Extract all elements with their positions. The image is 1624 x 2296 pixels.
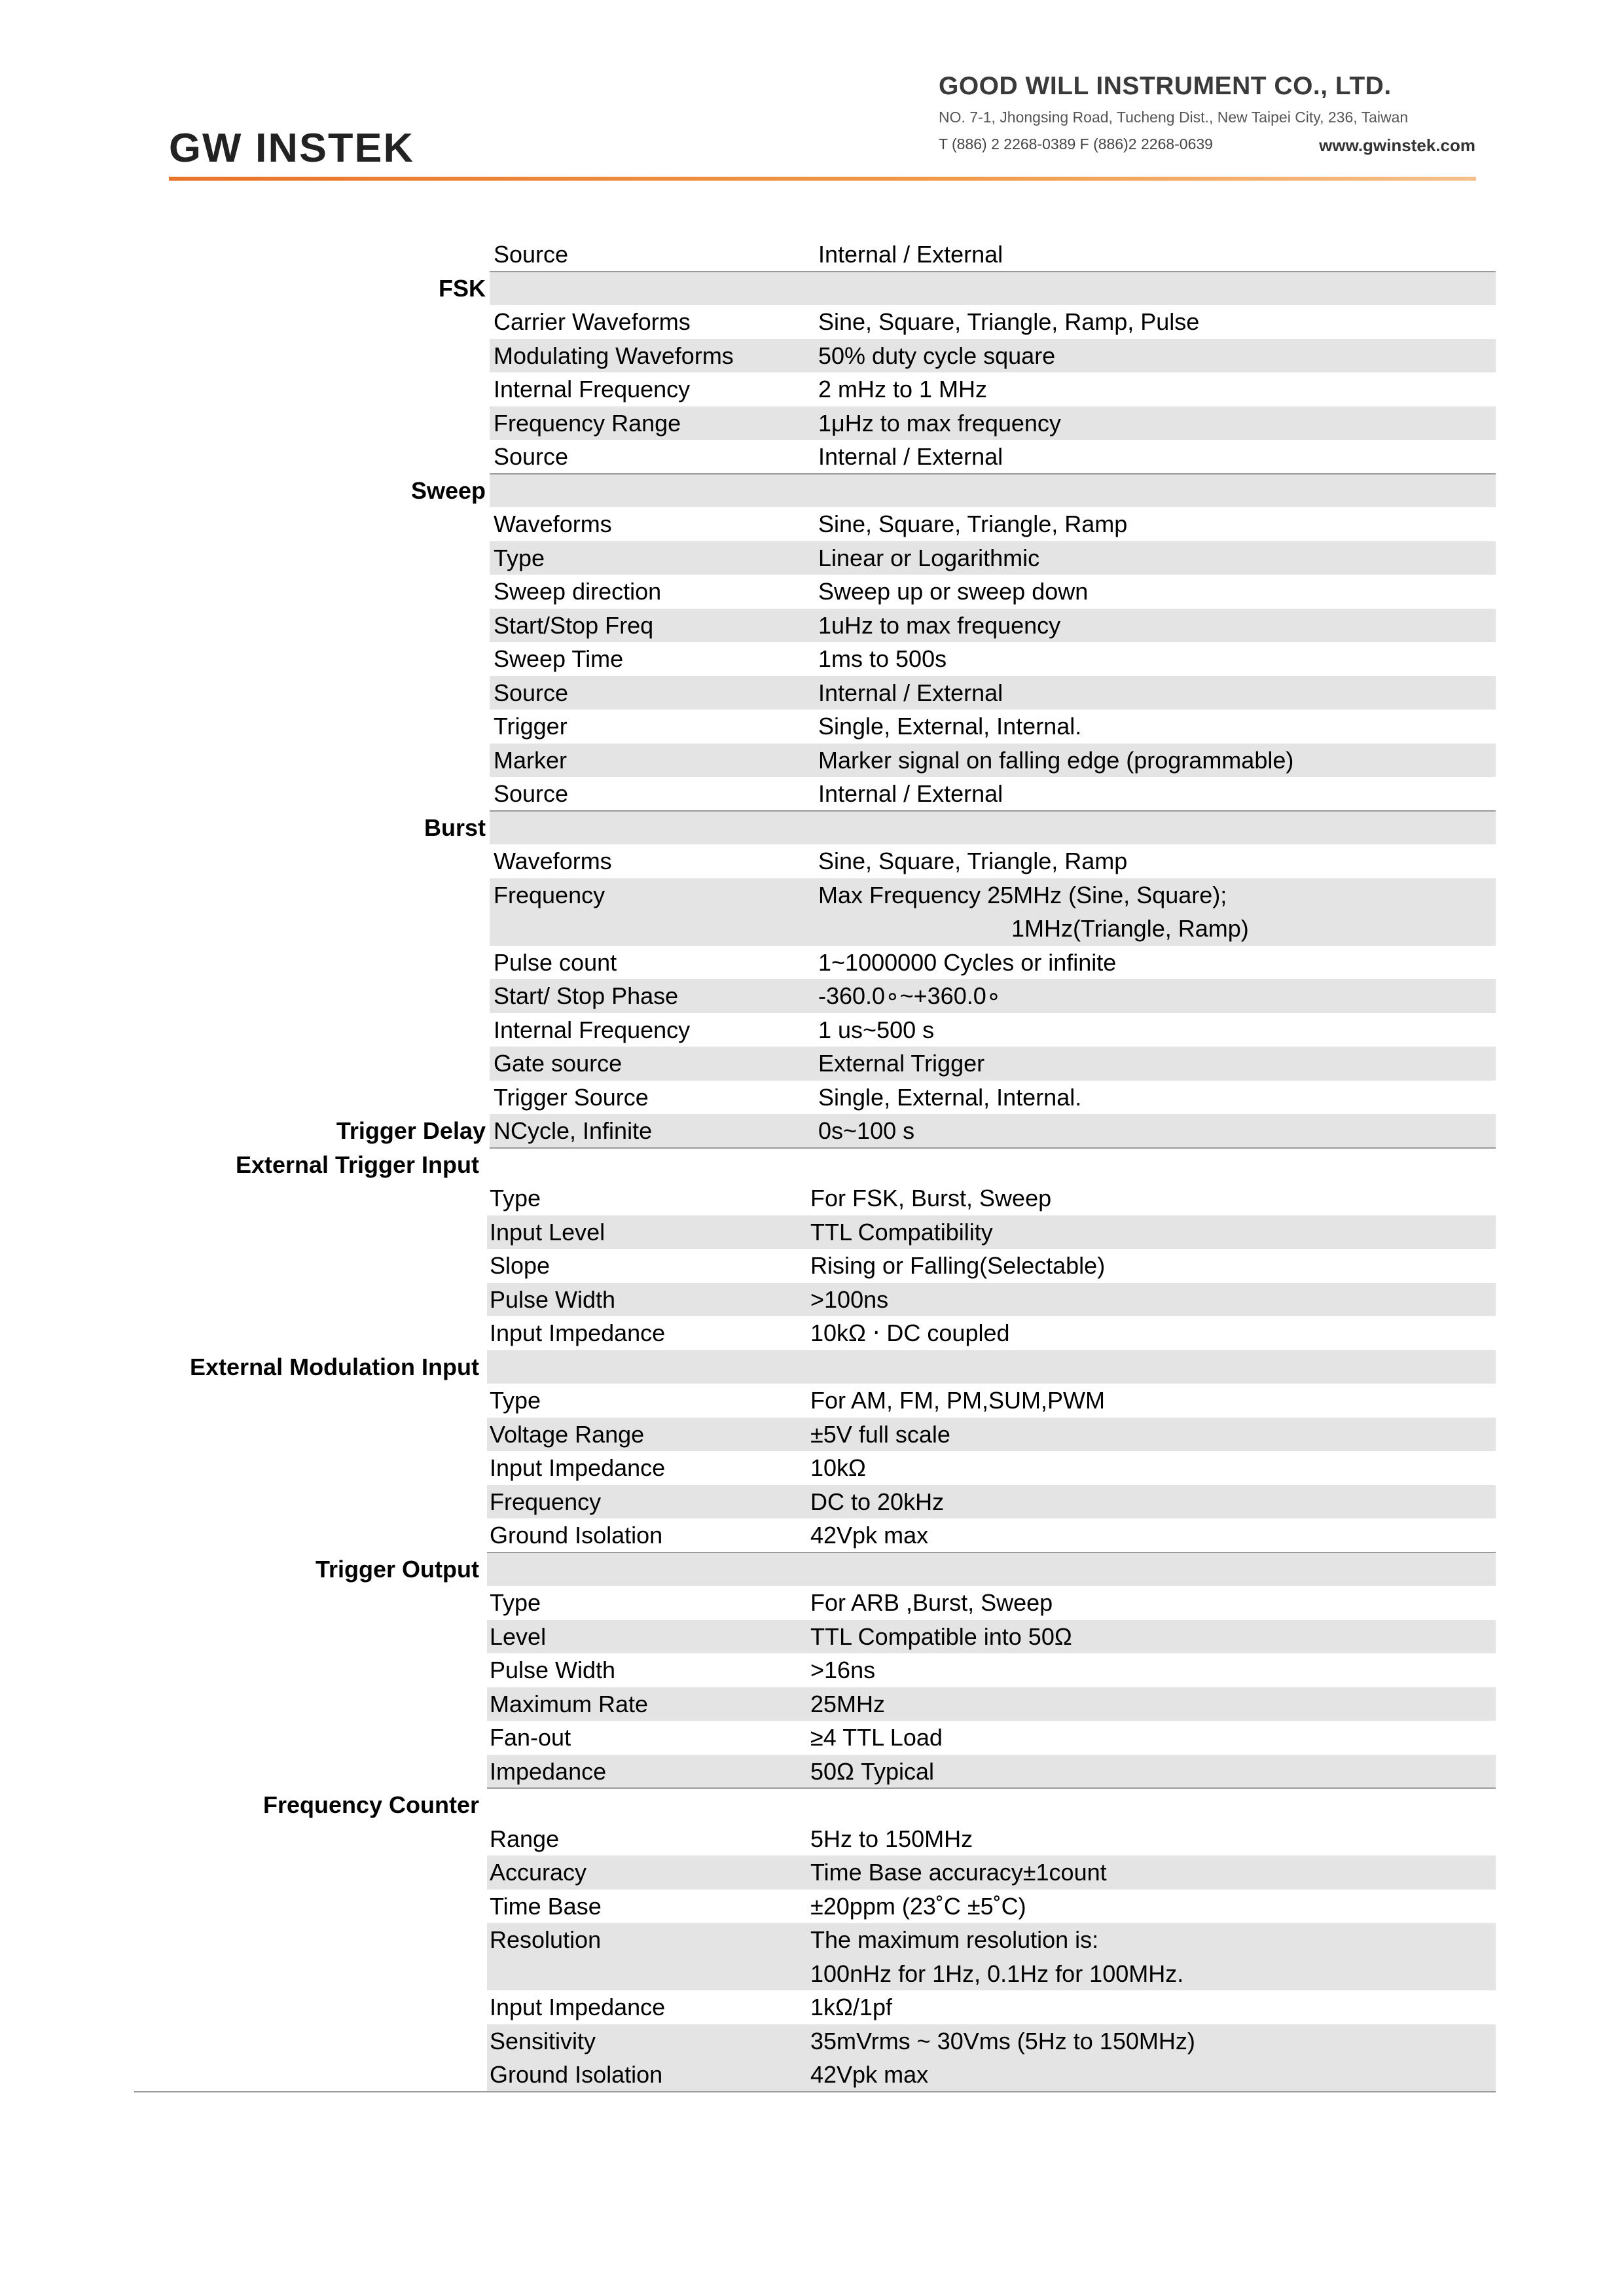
parameter-label: Start/ Stop Phase — [494, 982, 679, 1009]
parameter-label: Trigger — [494, 713, 568, 740]
row-shading — [490, 1047, 1496, 1081]
table-row — [0, 1283, 1624, 1317]
spec-value: For FSK, Burst, Sweep — [810, 1185, 1052, 1211]
spec-value: Linear or Logarithmic — [818, 544, 1040, 571]
parameter-label: Frequency — [494, 881, 605, 908]
section-divider — [490, 271, 1496, 272]
parameter-label: Marker — [494, 746, 568, 774]
table-row — [0, 1620, 1624, 1654]
parameter-label: Frequency Range — [494, 409, 681, 437]
category-label: Frequency Counter — [262, 1791, 479, 1818]
spec-value: >100ns — [810, 1285, 889, 1313]
table-row — [0, 541, 1624, 575]
table-row — [0, 676, 1624, 710]
parameter-label: Carrier Waveforms — [494, 308, 691, 335]
table-row — [0, 575, 1624, 609]
table-row — [0, 609, 1624, 643]
spec-value: Single, External, Internal. — [818, 1083, 1082, 1111]
parameter-label: Source — [494, 679, 569, 706]
row-shading — [490, 811, 1496, 845]
table-row — [0, 1957, 1624, 1991]
parameter-label: NCycle, Infinite — [494, 1117, 653, 1144]
company-address: NO. 7-1, Jhongsing Road, Tucheng Dist., New Taipei City, 236, Taiwan — [939, 109, 1409, 126]
spec-value: Internal / External — [818, 443, 1003, 470]
table-row — [0, 372, 1624, 406]
svg-text:GW INSTEK: GW INSTEK — [169, 128, 414, 167]
parameter-label: Input Level — [490, 1218, 605, 1246]
table-row — [0, 1890, 1624, 1924]
parameter-label: Impedance — [490, 1757, 607, 1785]
spec-value: ±5V full scale — [810, 1420, 950, 1448]
table-row — [0, 1081, 1624, 1115]
table-row — [0, 744, 1624, 778]
table-row — [0, 1148, 1624, 1182]
table-row — [0, 1316, 1624, 1350]
spec-value: 1μHz to max frequency — [818, 409, 1061, 437]
spec-value: 1ms to 500s — [818, 645, 947, 672]
company-info — [939, 72, 1475, 156]
spec-value: 1kΩ/1pf — [810, 1994, 892, 2020]
parameter-label: Time Base — [490, 1892, 602, 1920]
parameter-label: Input Impedance — [490, 1994, 666, 2020]
spec-value: 1~1000000 Cycles or infinite — [818, 948, 1117, 976]
table-row — [0, 811, 1624, 845]
section-divider — [490, 810, 1496, 812]
parameter-label: Type — [490, 1387, 541, 1414]
spec-value: 10kΩ ‧ DC coupled — [810, 1319, 1010, 1346]
gwinstek-logo-icon — [169, 128, 418, 167]
row-shading — [487, 1350, 1496, 1384]
spec-value: 1uHz to max frequency — [818, 611, 1061, 639]
parameter-label: Sensitivity — [490, 2027, 596, 2054]
row-shading — [487, 1755, 1496, 1789]
section-divider — [487, 1787, 1496, 1789]
category-label: Trigger Delay — [336, 1117, 486, 1144]
table-row — [0, 642, 1624, 676]
parameter-label: Fan-out — [490, 1724, 571, 1751]
parameter-label: Modulating Waveforms — [494, 342, 734, 369]
category-label: External Trigger Input — [235, 1151, 479, 1178]
spec-value: 5Hz to 150MHz — [810, 1825, 973, 1852]
spec-value: Sine, Square, Triangle, Ramp, Pulse — [818, 308, 1200, 335]
row-shading — [490, 912, 1496, 946]
parameter-label: Source — [494, 443, 569, 470]
table-row — [0, 1687, 1624, 1721]
parameter-label: Type — [490, 1589, 541, 1616]
table-row — [0, 1721, 1624, 1755]
spec-value: 42Vpk max — [810, 1522, 929, 1549]
table-row — [0, 305, 1624, 339]
category-label: Trigger Output — [316, 1555, 479, 1583]
header-divider — [169, 177, 1476, 181]
spec-value: The maximum resolution is: — [810, 1926, 1099, 1953]
section-divider — [487, 1552, 1496, 1553]
section-divider — [134, 2091, 1496, 2092]
spec-value: 50% duty cycle square — [818, 342, 1056, 369]
parameter-label: Accuracy — [490, 1859, 587, 1886]
table-row — [0, 1047, 1624, 1081]
table-row — [0, 946, 1624, 980]
spec-value: Time Base accuracy±1count — [810, 1859, 1107, 1886]
table-row — [0, 1249, 1624, 1283]
table-row — [0, 1755, 1624, 1789]
spec-value: 50Ω Typical — [810, 1757, 934, 1785]
table-row — [0, 406, 1624, 440]
parameter-label: Level — [490, 1623, 547, 1650]
parameter-label: Maximum Rate — [490, 1690, 649, 1717]
category-label: Burst — [424, 814, 486, 841]
company-contact — [939, 135, 1475, 156]
spec-value: DC to 20kHz — [810, 1488, 945, 1515]
parameter-label: Ground Isolation — [490, 1522, 663, 1549]
spec-value: For ARB ,Burst, Sweep — [810, 1589, 1053, 1616]
parameter-label: Range — [490, 1825, 560, 1852]
spec-value: 10kΩ — [810, 1454, 866, 1481]
spec-value: Rising or Falling(Selectable) — [810, 1252, 1106, 1279]
table-row — [0, 1923, 1624, 1957]
parameter-label: Ground Isolation — [490, 2061, 663, 2088]
table-row — [0, 238, 1624, 272]
section-divider — [490, 473, 1496, 475]
table-row — [0, 1013, 1624, 1047]
parameter-label: Source — [494, 241, 569, 268]
parameter-label: Waveforms — [494, 848, 612, 874]
parameter-label: Resolution — [490, 1926, 602, 1953]
spec-value: TTL Compatibility — [810, 1218, 993, 1246]
table-row — [0, 1856, 1624, 1890]
parameter-label: Waveforms — [494, 511, 612, 537]
table-row — [0, 777, 1624, 811]
row-shading — [490, 474, 1496, 508]
spec-value: ±20ppm (23˚C ±5˚C) — [810, 1892, 1026, 1920]
spec-value: 2 mHz to 1 MHz — [818, 376, 988, 403]
table-row — [0, 1215, 1624, 1249]
parameter-label: Frequency — [490, 1488, 602, 1515]
parameter-label: Input Impedance — [490, 1319, 666, 1346]
company-name: GOOD WILL INSTRUMENT CO., LTD. — [939, 72, 1392, 100]
table-row — [0, 912, 1624, 946]
spec-value: Internal / External — [818, 679, 1003, 706]
table-row — [0, 709, 1624, 744]
spec-value: Internal / External — [818, 780, 1003, 807]
spec-value: Sweep up or sweep down — [818, 578, 1089, 605]
spec-value: 1MHz(Triangle, Ramp) — [1011, 915, 1249, 942]
parameter-label: Sweep direction — [494, 578, 662, 605]
table-row — [0, 1552, 1624, 1587]
table-row — [0, 474, 1624, 508]
spec-value: Sine, Square, Triangle, Ramp — [818, 511, 1128, 537]
website-link[interactable]: www.gwinstek.com — [1319, 135, 1475, 155]
table-row — [0, 1990, 1624, 2024]
table-row — [0, 2058, 1624, 2092]
parameter-label: Internal Frequency — [494, 376, 691, 403]
row-shading — [487, 1485, 1496, 1519]
table-row — [0, 1822, 1624, 1856]
spec-value: 42Vpk max — [810, 2061, 929, 2088]
row-shading — [487, 1552, 1496, 1587]
table-row — [0, 1384, 1624, 1418]
spec-value: ≥4 TTL Load — [810, 1724, 943, 1751]
gwinstek-logo — [169, 124, 418, 170]
table-row — [0, 1350, 1624, 1384]
table-row — [0, 440, 1624, 474]
table-row — [0, 1518, 1624, 1552]
table-row — [0, 1181, 1624, 1215]
category-label: Sweep — [410, 476, 486, 504]
spec-value: TTL Compatible into 50Ω — [810, 1623, 1072, 1650]
spec-value: Max Frequency 25MHz (Sine, Square); — [818, 881, 1227, 908]
parameter-label: Start/Stop Freq — [494, 611, 654, 639]
row-shading — [490, 272, 1496, 306]
table-row — [0, 2024, 1624, 2058]
table-row — [0, 1114, 1624, 1148]
parameter-label: Internal Frequency — [494, 1016, 691, 1043]
spec-value: 0s~100 s — [818, 1117, 915, 1144]
spec-value: Single, External, Internal. — [818, 713, 1082, 740]
table-row — [0, 1586, 1624, 1620]
parameter-label: Slope — [490, 1252, 550, 1279]
table-row — [0, 507, 1624, 541]
spec-value: 35mVrms ~ 30Vms (5Hz to 150MHz) — [810, 2027, 1195, 2054]
table-row — [0, 272, 1624, 306]
spec-value: 100nHz for 1Hz, 0.1Hz for 100MHz. — [810, 1960, 1184, 1987]
parameter-label: Source — [494, 780, 569, 807]
parameter-label: Gate source — [494, 1050, 623, 1077]
parameter-label: Voltage Range — [490, 1420, 645, 1448]
spec-value: 1 us~500 s — [818, 1016, 935, 1043]
spec-value: >16ns — [810, 1657, 876, 1683]
table-row — [0, 1788, 1624, 1822]
parameter-label: Pulse count — [494, 948, 617, 976]
parameter-label: Pulse Width — [490, 1657, 616, 1683]
parameter-label: Sweep Time — [494, 645, 624, 672]
row-shading — [487, 1283, 1496, 1317]
spec-value: -360.0∘~+360.0∘ — [818, 982, 1001, 1009]
parameter-label: Type — [494, 544, 545, 571]
table-row — [0, 339, 1624, 373]
table-row — [0, 1485, 1624, 1519]
table-row — [0, 979, 1624, 1013]
spec-value: Internal / External — [818, 241, 1003, 268]
category-label: FSK — [439, 274, 486, 302]
section-divider — [490, 1147, 1496, 1149]
table-row — [0, 1653, 1624, 1687]
spec-value: Marker signal on falling edge (programmable) — [818, 746, 1294, 774]
table-row — [0, 878, 1624, 912]
table-row — [0, 1451, 1624, 1485]
spec-value: External Trigger — [818, 1050, 985, 1077]
phone-fax: T (886) 2 2268-0389 F (886)2 2268-0639 — [939, 135, 1213, 152]
spec-value: Sine, Square, Triangle, Ramp — [818, 848, 1128, 874]
category-label: External Modulation Input — [190, 1353, 479, 1380]
spec-value: 25MHz — [810, 1690, 886, 1717]
spec-value: For AM, FM, PM,SUM,PWM — [810, 1387, 1105, 1414]
parameter-label: Pulse Width — [490, 1285, 616, 1313]
parameter-label: Trigger Source — [494, 1083, 649, 1111]
table-row — [0, 844, 1624, 878]
table-row — [0, 1418, 1624, 1452]
parameter-label: Type — [490, 1185, 541, 1211]
parameter-label: Input Impedance — [490, 1454, 666, 1481]
